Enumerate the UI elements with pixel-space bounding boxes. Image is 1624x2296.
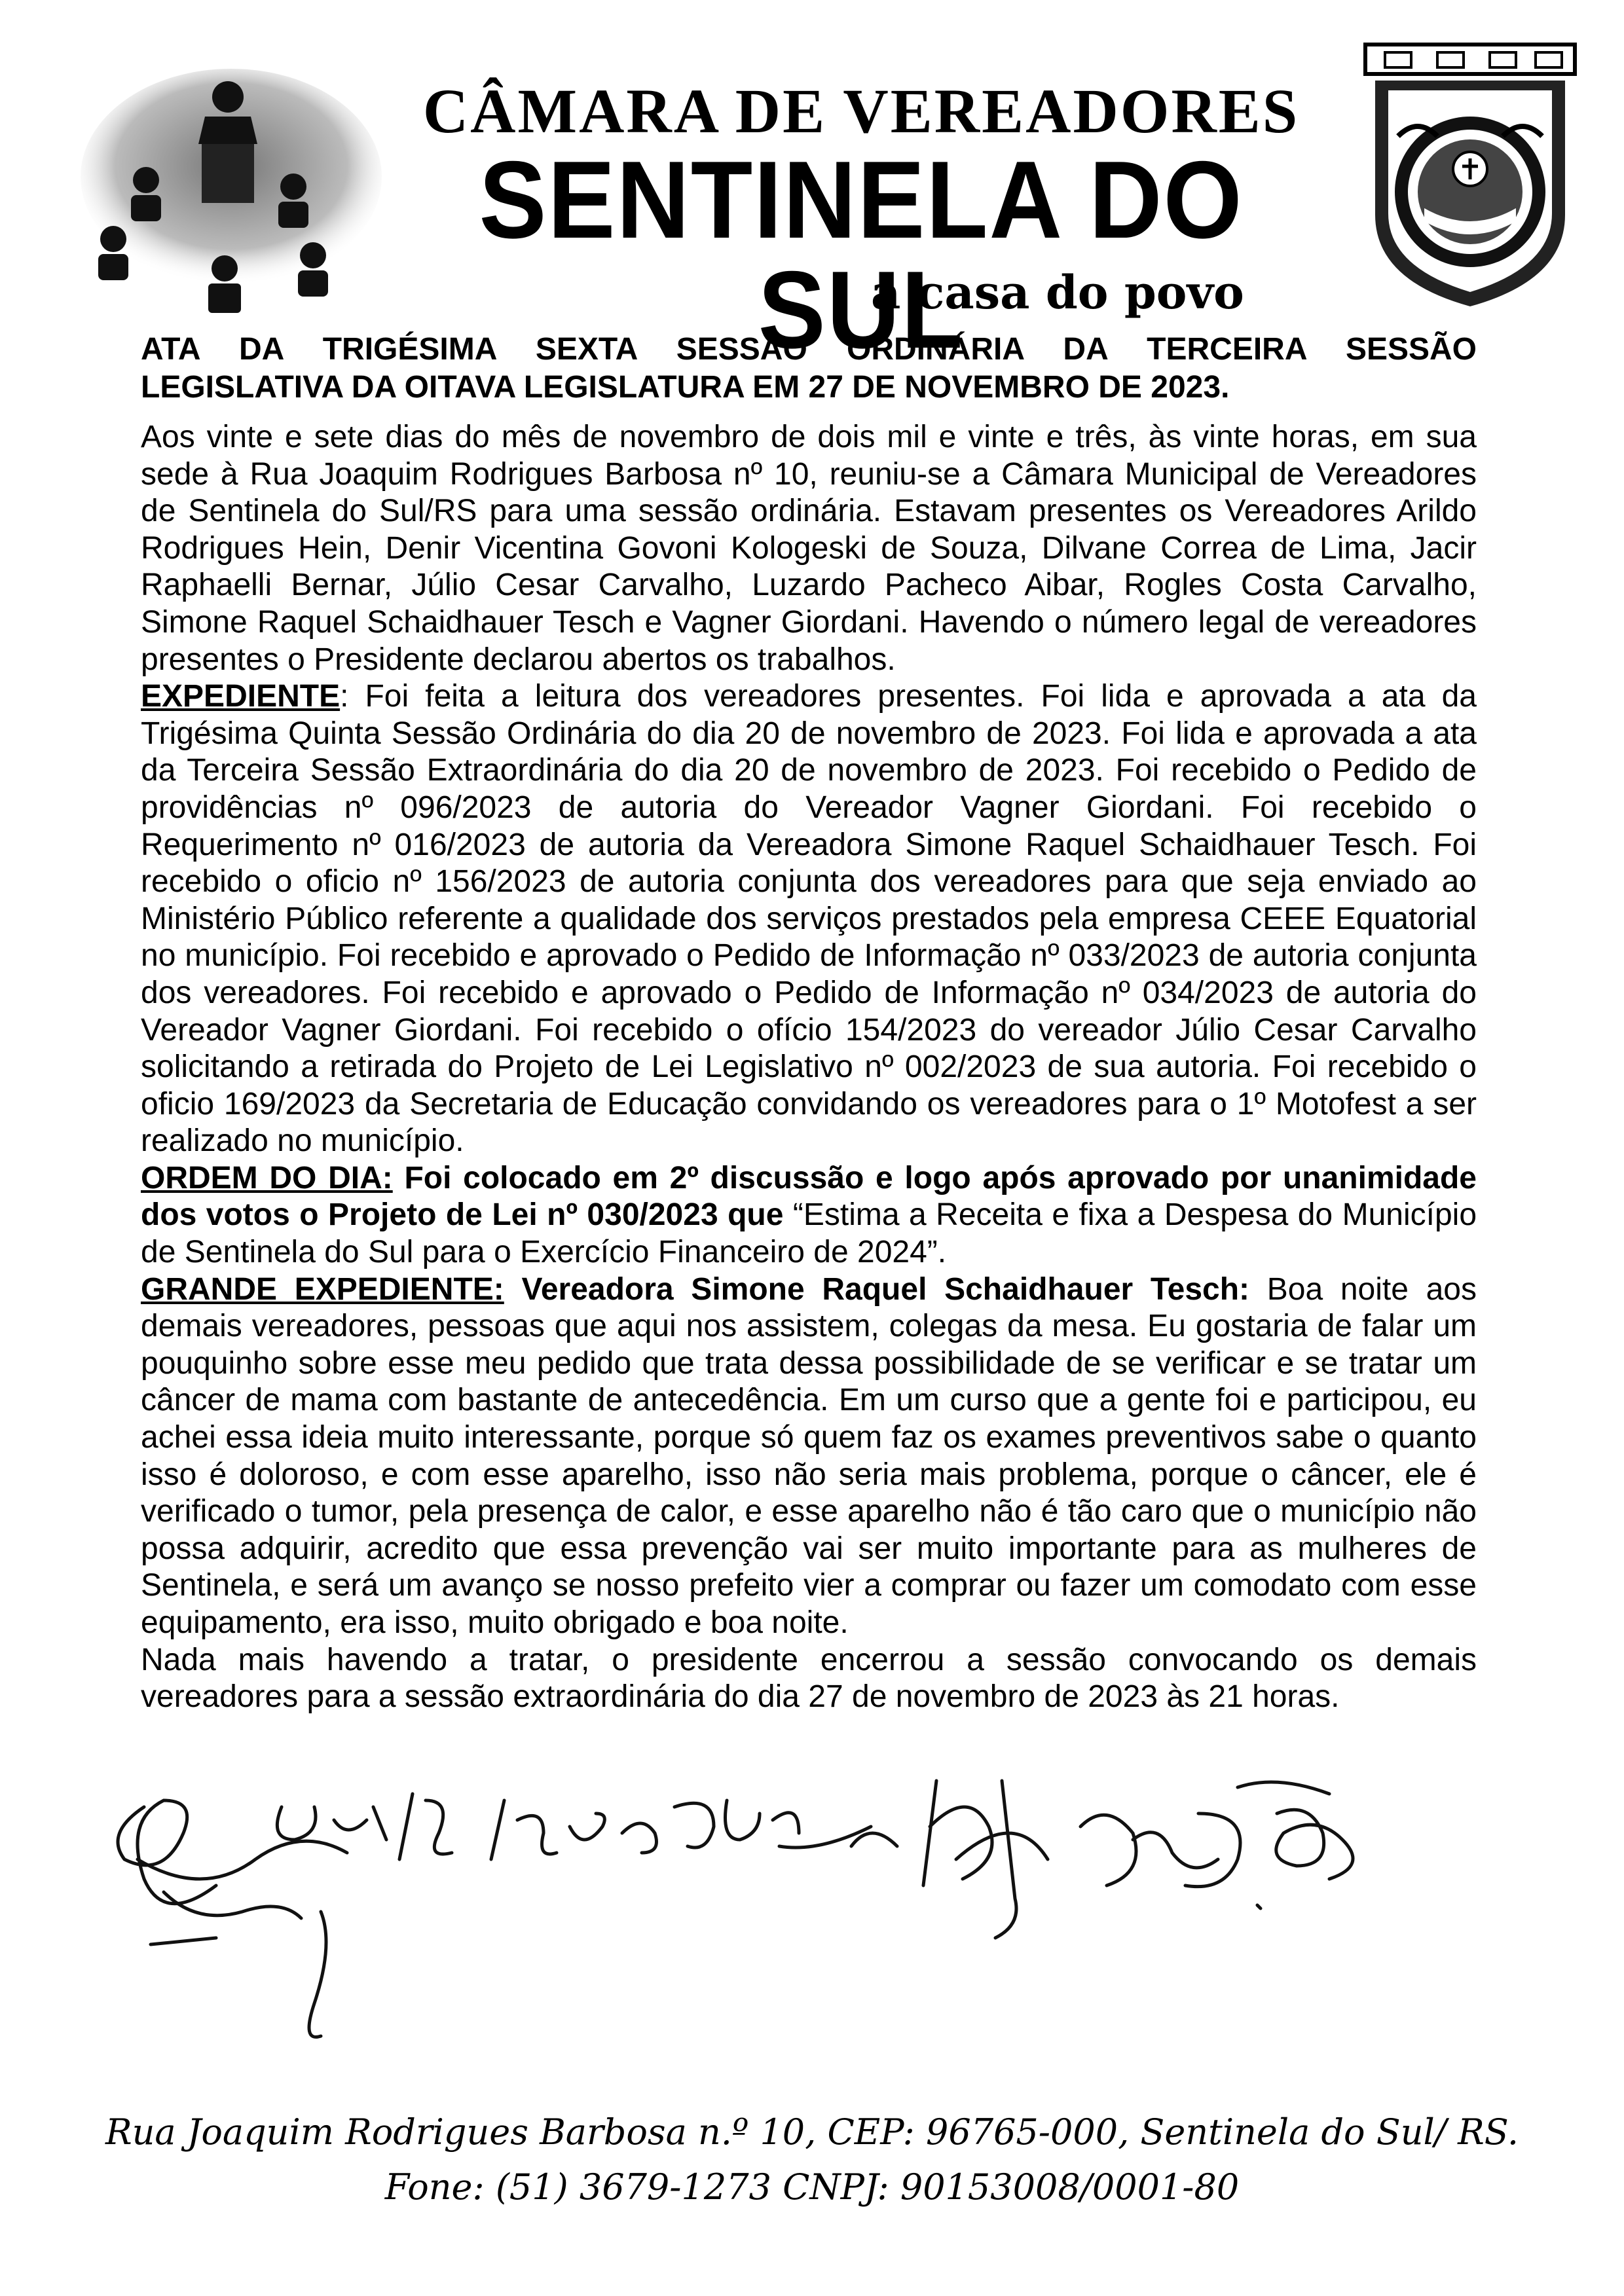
header-slogan: a casa do povo bbox=[871, 265, 1244, 319]
closing-paragraph bbox=[141, 1642, 1477, 1716]
footer bbox=[0, 2105, 1624, 2215]
header-title-main: SENTINELA DO SUL bbox=[479, 137, 1244, 371]
opening-text: Aos vinte e sete dias do mês de novembro de dois mil e vinte e três, às vinte horas, em sua sede à Rua Joaquim Rodrigues Barbosa nº 10, reuniu-se a Câmara Municipal de Vereadores de Sentinela do Sul/RS para uma sessão ordinária. Estavam presentes os Vereadores Arildo Rodrigues Hein, Denir Vicentina Govoni Kologeski de Souza, Dilvane Correa de Lima, Jacir Raphaelli Bernar, Júlio Cesar Carvalho, Luzardo Pacheco Aibar, Rogles Costa Carvalho, Simone Raquel Schaidhauer Tesch e Vagner Giordani. Havendo o número legal de vereadores presentes o Presidente declarou abertos os trabalhos. bbox=[141, 420, 1477, 677]
grande-expediente-text: Boa noite aos demais vereadores, pessoas que aqui nos assistem, colegas da mesa. Eu gostaria de falar um pouquinho sobre esse meu pedido que trata dessa possibilidade de se verificar e se tratar um câncer de mama com bastante de antecedência. Em um curso que a gente foi e participou, eu achei essa ideia muito interessante, porque só quem faz os exames preventivos sabe o quanto isso é doloroso, e com esse aparelho, isso não seria mais problema, porque o câncer, ele é verificado o tumor, pela presença de calor, e esse aparelho não é tão caro que o município não possa adquirir, acredito que essa prevenção vai ser muito importante para as mulheres de Sentinela, e será um avanço se nosso prefeito vier a comprar ou fazer um comodato com esse equipamento, era isso, muito obrigado e boa noite. bbox=[141, 1271, 1477, 1640]
municipal-coat-of-arms-icon bbox=[1359, 38, 1581, 313]
document-title-line2: LEGISLATIVA DA OITAVA LEGISLATURA EM 27 DE NOVEMBRO DE 2023. bbox=[141, 370, 1230, 405]
opening-paragraph bbox=[141, 419, 1477, 678]
grande-expediente-paragraph bbox=[141, 1271, 1477, 1642]
footer-contact: Fone: (51) 3679-1273 CNPJ: 90153008/0001-80 bbox=[384, 2166, 1240, 2208]
signatures bbox=[85, 1728, 1493, 2056]
closing-text: Nada mais havendo a tratar, o presidente encerrou a sessão convocando os demais vereadores para a sessão extraordinária do dia 27 de novembro de 2023 às 21 horas. bbox=[141, 1642, 1477, 1715]
header-titles bbox=[419, 76, 1303, 371]
chamber-people-icon bbox=[77, 65, 385, 314]
expediente-paragraph bbox=[141, 678, 1477, 1160]
ordem-do-dia-bold-text: Foi colocado em 2º discussão e logo após aprovado por unanimidade dos votos o Projeto de Lei nº 030/2023 que bbox=[141, 1160, 1477, 1233]
document-body bbox=[141, 419, 1477, 1716]
header-title-top: CÂMARA DE VEREADORES bbox=[422, 76, 1300, 146]
expediente-text: : Foi feita a leitura dos vereadores presentes. Foi lida e aprovada a ata da Trigésima Quinta Sessão Ordinária do dia 20 de novembro de 2023. Foi lida e aprovada a ata da Terceira Sessão Extraordinária do dia 20 de novembro de 2023. Foi recebido o Pedido de providências nº 096/2023 de autoria do Vereador Vagner Giordani. Foi recebido o Requerimento nº 016/2023 de autoria da Vereadora Simone Raquel Schaidhauer Tesch. Foi recebido o oficio nº 156/2023 de autoria conjunta dos vereadores para que seja enviado ao Ministério Público referente a qualidade dos serviços prestados pela empresa CEEE Equatorial no município. Foi recebido e aprovado o Pedido de Informação nº 033/2023 de autoria conjunta dos vereadores. Foi recebido e aprovado o Pedido de Informação nº 034/2023 de autoria do Vereador Vagner Giordani. Foi recebido o ofício 154/2023 do vereador Júlio Cesar Carvalho solicitando a retirada do Projeto de Lei Legislativo nº 002/2023 de sua autoria. Foi recebido o oficio 169/2023 da Secretaria de Educação convidando os vereadores para o 1º Motofest a ser realizado no município. bbox=[141, 679, 1477, 1159]
document-title bbox=[141, 331, 1477, 407]
ordem-do-dia-text: “Estima a Receita e fixa a Despesa do Município de Sentinela do Sul para o Exercício Financeiro de 2024”. bbox=[141, 1197, 1477, 1270]
ordem-do-dia-paragraph bbox=[141, 1160, 1477, 1271]
ordem-do-dia-label: ORDEM DO DIA: bbox=[141, 1160, 393, 1195]
footer-address: Rua Joaquim Rodrigues Barbosa n.º 10, CEP: 96765-000, Sentinela do Sul/ RS. bbox=[105, 2111, 1519, 2153]
grande-expediente-label: GRANDE EXPEDIENTE: bbox=[141, 1271, 504, 1307]
document-title-line1: ATA DA TRIGÉSIMA SEXTA SESSÃO ORDINÁRIA DA TERCEIRA SESSÃO bbox=[141, 332, 1477, 367]
expediente-label: EXPEDIENTE bbox=[141, 679, 341, 714]
grande-expediente-speaker: Vereadora Simone Raquel Schaidhauer Tesch: bbox=[504, 1271, 1250, 1307]
